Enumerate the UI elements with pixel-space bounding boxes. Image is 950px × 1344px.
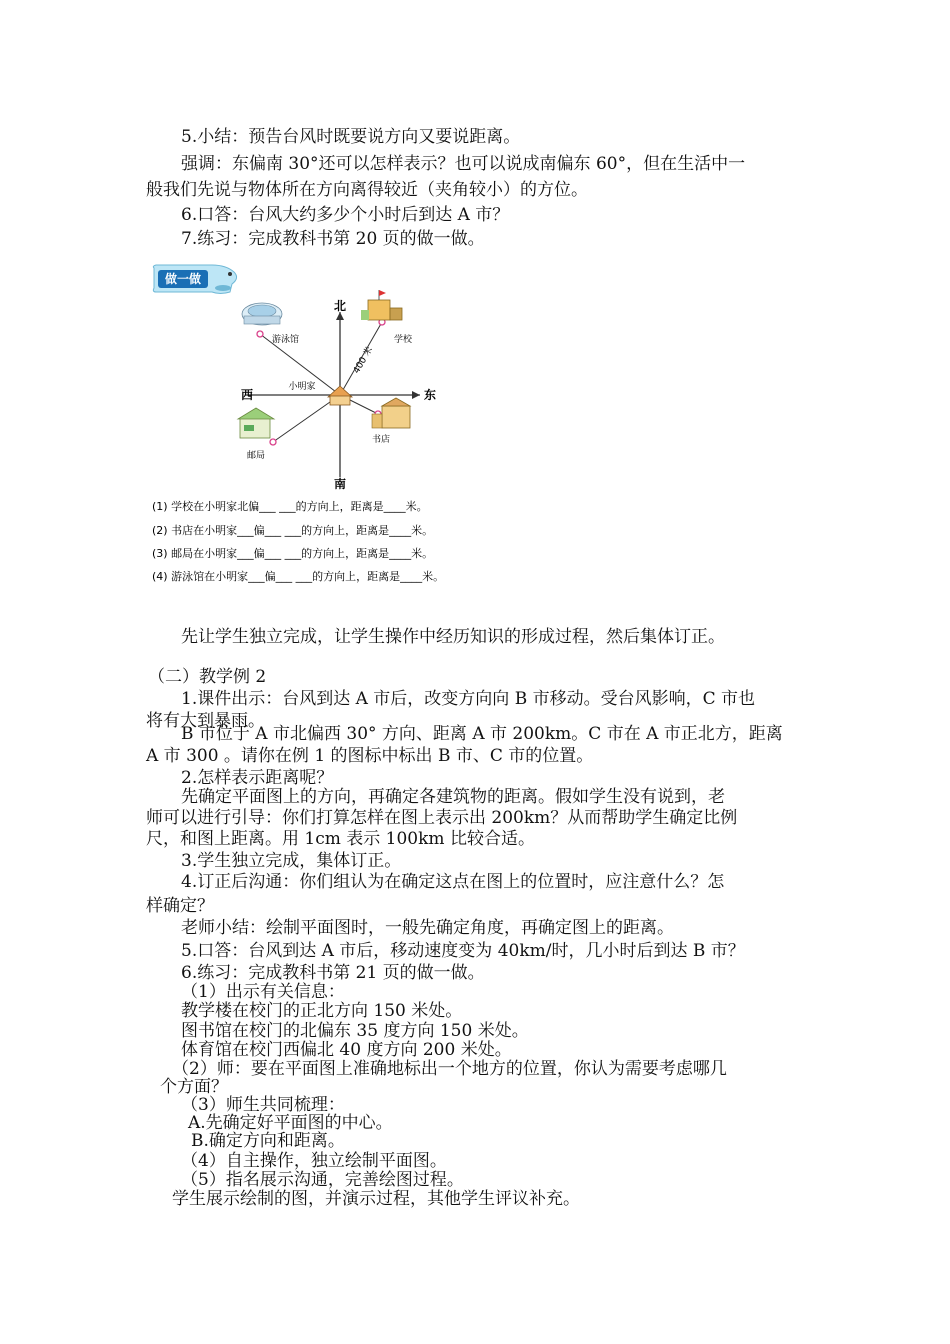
text-line: 先确定平面图上的方向，再确定各建筑物的距离。假如学生没有说到，老 — [181, 787, 725, 807]
stadium-icon — [242, 303, 282, 325]
question-1: (1) 学校在小明家北偏___ ___的方向上，距离是____米。 — [152, 500, 428, 513]
text-line: （2）师：要在平面图上准确地标出一个地方的位置，你认为需要考虑哪几 — [172, 1059, 727, 1079]
north-label: 北 — [333, 299, 347, 313]
question-3: (3) 邮局在小明家___偏___ ___的方向上，距离是____米。 — [152, 547, 434, 560]
post-label: 邮局 — [246, 451, 266, 461]
pool-label: 游泳馆 — [272, 335, 300, 345]
text-line: 5.口答：台风到达 A 市后，移动速度变为 40km/时，几小时后到达 B 市？ — [181, 941, 745, 961]
text-line: 图书馆在校门的北偏东 35 度方向 150 米处。 — [181, 1021, 529, 1041]
question-2: (2) 书店在小明家___偏___ ___的方向上，距离是____米。 — [152, 524, 434, 537]
bookstore-label: 书店 — [372, 435, 391, 445]
distance-label: 400 米 — [351, 345, 376, 376]
text-line: 强调：东偏南 30°还可以怎样表示？也可以说成南偏东 60°，但在生活中一 — [181, 154, 746, 174]
badge-label: 做一做 — [164, 272, 202, 286]
text-line: 7.练习：完成教科书第 20 页的做一做。 — [181, 229, 485, 249]
text-line: 般我们先说与物体所在方向离得较近（夹角较小）的方位。 — [146, 180, 588, 200]
east-label: 东 — [423, 388, 437, 402]
text-line: （5）指名展示沟通，完善绘图过程。 — [181, 1170, 464, 1190]
text-line: 学生展示绘制的图，并演示过程，其他学生评议补充。 — [172, 1189, 580, 1209]
east-arrow-icon — [412, 391, 420, 399]
text-line: 将有大到暴雨。 — [146, 711, 265, 731]
text-line: 1.课件出示：台风到达 A 市后，改变方向向 B 市移动。受台风影响，C 市也 — [181, 689, 756, 709]
west-label: 西 — [240, 388, 254, 402]
text-line: 尺，和图上距离。用 1cm 表示 100km 比较合适。 — [146, 829, 535, 849]
text-line: A.先确定好平面图的中心。 — [188, 1113, 393, 1133]
text-line: （3）师生共同梳理： — [181, 1095, 345, 1115]
text-line: （4）自主操作，独立绘制平面图。 — [181, 1151, 447, 1171]
text-line: 老师小结：绘制平面图时，一般先确定角度，再确定图上的距离。 — [181, 918, 674, 938]
text-line: 教学楼在校门的正北方向 150 米处。 — [181, 1001, 463, 1021]
school-building-icon — [361, 290, 402, 320]
text-line: B 市位于 A 市北偏西 30° 方向、距离 A 市 200km。C 市在 A 市正北方，距离 — [181, 724, 783, 744]
text-line: 3.学生独立完成，集体订正。 — [181, 851, 402, 871]
text-line: 体育馆在校门西偏北 40 度方向 200 米处。 — [181, 1040, 512, 1060]
north-arrow-icon — [336, 312, 344, 320]
text-line: B.确定方向和距离。 — [191, 1131, 345, 1151]
section-heading: （二）教学例 2 — [148, 667, 267, 687]
question-4: (4) 游泳馆在小明家___偏___ ___的方向上，距离是____米。 — [152, 570, 445, 583]
text-line: 先让学生独立完成，让学生操作中经历知识的形成过程，然后集体订正。 — [181, 627, 725, 647]
text-line: 6.练习：完成教科书第 21 页的做一做。 — [181, 963, 485, 983]
text-line: 样确定？ — [146, 896, 214, 916]
textbook-figure — [150, 262, 530, 592]
text-line: 4.订正后沟通：你们组认为在确定这点在图上的位置时，应注意什么？怎 — [181, 872, 725, 892]
text-line: 6.口答：台风大约多少个小时后到达 A 市？ — [181, 205, 510, 225]
direction-diagram — [150, 262, 530, 592]
text-line: 师可以进行引导：你们打算怎样在图上表示出 200km？从而帮助学生确定比例 — [146, 808, 738, 828]
text-line: 个方面？ — [160, 1077, 228, 1097]
post-office-icon — [238, 408, 274, 438]
text-line: 5.小结：预告台风时既要说方向又要说距离。 — [181, 127, 521, 147]
text-line: 2.怎样表示距离呢？ — [181, 768, 334, 788]
text-line: A 市 300 。请你在例 1 的图标中标出 B 市、C 市的位置。 — [146, 746, 594, 766]
south-label: 南 — [333, 477, 347, 491]
center-label: 小明家 — [288, 382, 316, 392]
school-label: 学校 — [394, 335, 413, 345]
text-line: （1）出示有关信息： — [181, 982, 345, 1002]
